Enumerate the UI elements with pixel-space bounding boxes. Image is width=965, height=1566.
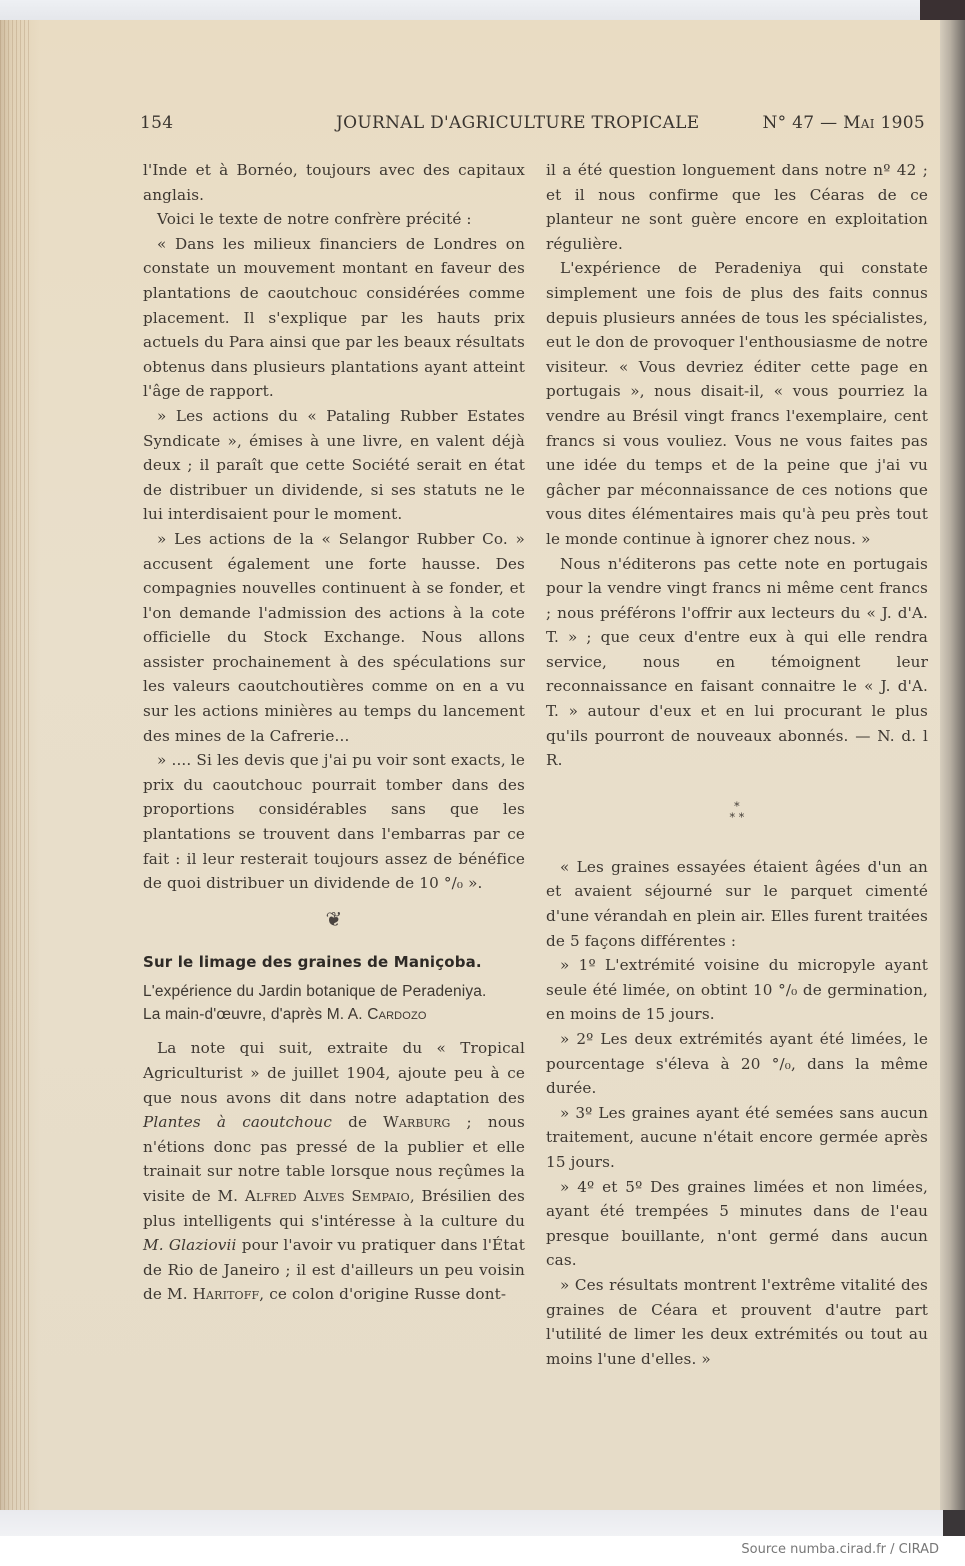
paragraph: il a été question longuement dans notre nº 42 ; et il nous confirme que les Céaras de ce planteur ne sont guère encore en exploitation régulière. [546, 161, 928, 253]
fleuron-ornament-icon: ❦ [325, 906, 343, 931]
issue-month: Mai [843, 113, 875, 133]
asterism-icon [546, 801, 928, 823]
page-stack-edges [0, 20, 32, 1510]
subtitle-line-2 [143, 1003, 525, 1026]
issue-info [762, 113, 925, 133]
journal-title: JOURNAL D'AGRICULTURE TROPICALE [336, 113, 700, 133]
paragraph: Voici le texte de notre confrère précité : [157, 210, 472, 229]
text-run: de [332, 1113, 384, 1132]
text-run: ; nous n'étions donc pas pressé de la publier et elle trainait sur notre table lorsque nous reçûmes la visite de M. [143, 1113, 525, 1205]
text-run: , Brésilien des plus intelligents qui s'intéresse à la culture du [143, 1186, 526, 1230]
page-number: 154 [140, 113, 174, 133]
scan-top-margin [0, 0, 965, 22]
paragraph: » Ces résultats montrent l'extrême vitalité des graines de Céara et prouvent d'autre part l'utilité de limer les deux extrémités ou tout au moins l'une d'elles. » [546, 1275, 928, 1368]
source-credit: Source numba.cirad.fr / CIRAD [741, 1542, 939, 1557]
paragraph: L'expérience de Peradeniya qui constate simplement une fois de plus des faits connus depuis plusieurs années de tous les spécialistes, eut le don de provoquer l'enthousiasme de notre visiteur. « Vous devriez éditer cette page en portugais », nous disait-il, « vous pourriez la vendre au Brésil vingt francs l'exemplaire, cent francs si vous vouliez. Vous ne vous faites pas une idée du temps et de la peine que j'ai vu gâcher par méconnaissance de ces notions que vous dites élémentaires mais qu'à peu près tout le monde continue à ignorer chez nous. » [546, 259, 929, 548]
text-run: pour l'avoir vu pratiquer dans l'État de Rio de Janeiro ; il est d'ailleurs un peu voisin de M. [143, 1236, 526, 1304]
issue-year: 1905 [880, 113, 925, 133]
asterism-top: * [734, 799, 740, 813]
paragraph: « Les graines essayées étaient âgées d'un an et avaient séjourné sur le parquet cimenté d'une vérandah en plein air. Elles furent traitées de 5 façons différentes : [546, 857, 928, 950]
paragraph [143, 1036, 525, 1307]
paragraph: l'Inde et à Bornéo, toujours avec des capitaux anglais. [143, 161, 525, 204]
subtitle-line-1: L'expérience du Jardin botanique de Peradeniya. [143, 983, 487, 1001]
right-column [546, 158, 928, 1371]
paragraph: » .... Si les devis que j'ai pu voir sont exacts, le prix du caoutchouc pourrait tomber dans des proportions considérables sans que les plantations se trouvent dans l'embarras par ce fait : il leur resterait toujours assez de bénéfice de quoi distribuer un dividende de 10 °/₀ ». [143, 751, 525, 893]
paragraph: » Les actions du « Pataling Rubber Estates Syndicate », émises à une livre, en valent déjà deux ; il paraît que cette Société serait en état de distribuer un dividende, si ses statuts ne le lui interdisaient pour le moment. [143, 406, 525, 524]
section-subtitle [143, 980, 525, 1026]
asterism-bottom: * * [729, 810, 745, 824]
paragraph: « Dans les milieux financiers de Londres on constate un mouvement montant en faveur des plantations de caoutchouc considérées comme placement. Il s'explique par les hauts prix actuels du Para ainsi que par les beaux résultats obtenus dans plusieurs plantations ayant atteint l'âge de rapport. [143, 234, 525, 401]
author-name: Cardozo [367, 1006, 427, 1024]
author-name: Warburg [383, 1113, 451, 1132]
issue-number: N° 47 — [762, 113, 838, 133]
section-title: Sur le limage des graines de Maniçoba. [143, 952, 482, 971]
book-spine-shadow [940, 20, 965, 1510]
text-run: , ce colon d'origine Russe dont- [259, 1285, 507, 1304]
paragraph: » 4º et 5º Des graines limées et non limées, ayant été trempées 5 minutes dans de l'eau presque bouillante, n'ont germé dans aucun cas. [546, 1177, 928, 1270]
paragraph: » 1º L'extrémité voisine du micropyle ayant seule été limée, on obtint 10 °/₀ de germination, en moins de 15 jours. [546, 956, 928, 1024]
left-column [143, 158, 525, 1307]
book-title: Plantes à caoutchouc [143, 1113, 333, 1132]
person-name: Alfred Alves Sempaio [244, 1186, 410, 1205]
scan-bottom-margin [0, 1510, 965, 1536]
scan-background-corner-bottom [943, 1510, 965, 1536]
paragraph: » 3º Les graines ayant été semées sans aucun traitement, aucune n'était encore germée après 15 jours. [546, 1103, 928, 1171]
paragraph: » Les actions de la « Selangor Rubber Co. » accusent également une forte hausse. Des compagnies nouvelles continuent à se fonder, et l'on demande l'admission des actions à la cote officielle du Stock Exchange. Nous allons assister prochainement à des spéculations sur les valeurs caoutchoutières comme on en a vu sur les actions minières au temps du lancement des mines de la Cafrerie... [143, 529, 525, 745]
scan-background-corner [920, 0, 965, 20]
species-name: M. Glaziovii [143, 1236, 237, 1255]
running-header [140, 113, 925, 143]
paragraph: » 2º Les deux extrémités ayant été limées, le pourcentage s'éleva à 20 °/₀, dans la même durée. [546, 1030, 928, 1098]
text-run: La note qui suit, extraite du « Tropical Agriculturist » de juillet 1904, ajoute peu à ce que nous avons dit dans notre adaptation des [143, 1039, 525, 1107]
paragraph: Nous n'éditerons pas cette note en portugais pour la vendre vingt francs ni même cent francs ; nous préférons l'offrir aux lecteurs du « J. d'A. T. » ; que ceux d'entre eux à qui elle rendra service, nous en témoignent leur reconnaissance en faisant connaitre le « J. d'A. T. » autour d'eux et en lui procurant le plus qu'ils pourront de nouveaux abonnés. — N. d. l R. [546, 554, 928, 770]
person-name: Haritoff [192, 1285, 260, 1304]
subtitle-prefix: La main-d'œuvre, d'après M. A. [143, 1006, 363, 1024]
